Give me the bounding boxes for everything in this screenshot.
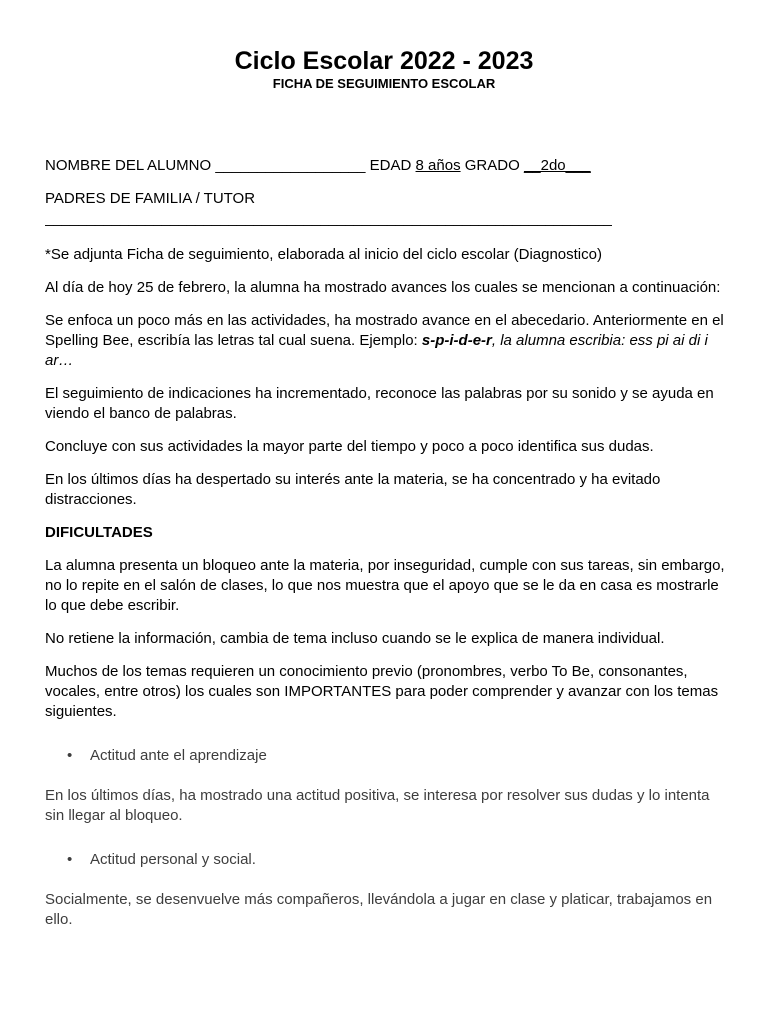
student-name-blank: __________________ [215,157,366,174]
parents-label: PADRES DE FAMILIA / TUTOR [45,190,256,207]
paragraph-progress-intro: Al día de hoy 25 de febrero, la alumna ha mostrado avances los cuales se mencionan a continuación: [45,279,721,296]
document-subtitle: FICHA DE SEGUIMIENTO ESCOLAR [272,76,496,91]
paragraph-learning-attitude: En los últimos días, ha mostrado una actitud positiva, se interesa por resolver sus dudas y lo intenta sin llegar al bloqueo. [45,787,710,824]
parents-row [45,189,727,235]
grade-value: __2do___ [523,157,591,174]
parents-blank: ____________________________________________________________________ [45,210,613,227]
bullet-social-attitude [45,850,727,870]
paragraph-social-attitude: Socialmente, se desenvuelve más compañeros, llevándola a jugar en clase y platicar, trabajamos en ello. [45,891,713,928]
spelling-text: Se enfoca un poco más en las actividades, ha mostrado avance en el abecedario. Anteriormente en el Spelling Bee, escribía las letras tal cual suena. Ejemplo: [45,312,724,349]
grade-label: GRADO [464,157,520,174]
bullet-marker: • [67,851,73,868]
document-title: Ciclo Escolar 2022 - 2023 [234,47,534,75]
student-name-label: NOMBRE DEL ALUMNO [45,157,212,174]
paragraph-spelling-bee [45,311,727,371]
section-heading-dificultades: DIFICULTADES [45,524,153,541]
paragraph-instructions: El seguimiento de indicaciones ha incrementado, reconoce las palabras por su sonido y se ayuda en viendo el banco de palabras. [45,385,714,422]
age-value: 8 años [415,157,461,174]
bullet-label: Actitud ante el aprendizaje [90,747,267,764]
paragraph-retention: No retiene la información, cambia de tema incluso cuando se le explica de manera individual. [45,630,665,647]
student-info-row [45,156,727,176]
bullet-learning-attitude [45,746,727,766]
document-body [45,156,727,943]
age-label: EDAD [369,157,412,174]
spelling-example: s-p-i-d-e-r [421,332,492,349]
paragraph-blockage: La alumna presenta un bloqueo ante la materia, por inseguridad, cumple con sus tareas, sin embargo, no lo repite en el salón de clases, lo que nos muestra que el apoyo que se le da en casa es mostrarle lo que debe escribir. [45,557,725,614]
bullet-marker: • [67,747,73,764]
paragraph-interest: En los últimos días ha despertado su interés ante la materia, se ha concentrado y ha evitado distracciones. [45,471,661,508]
paragraph-activities: Concluye con sus actividades la mayor parte del tiempo y poco a poco identifica sus dudas. [45,438,654,455]
paragraph-diagnostic-note: *Se adjunta Ficha de seguimiento, elaborada al inicio del ciclo escolar (Diagnostico) [45,246,602,263]
spelling-example-note: , la alumna escribia: ess pi ai di i ar… [45,332,708,369]
paragraph-prior-knowledge: Muchos de los temas requieren un conocimiento previo (pronombres, verbo To Be, consonantes, vocales, entre otros) los cuales son IMPORTANTES para poder comprender y avanzar con los temas siguientes. [45,663,719,720]
bullet-label: Actitud personal y social. [90,851,256,868]
